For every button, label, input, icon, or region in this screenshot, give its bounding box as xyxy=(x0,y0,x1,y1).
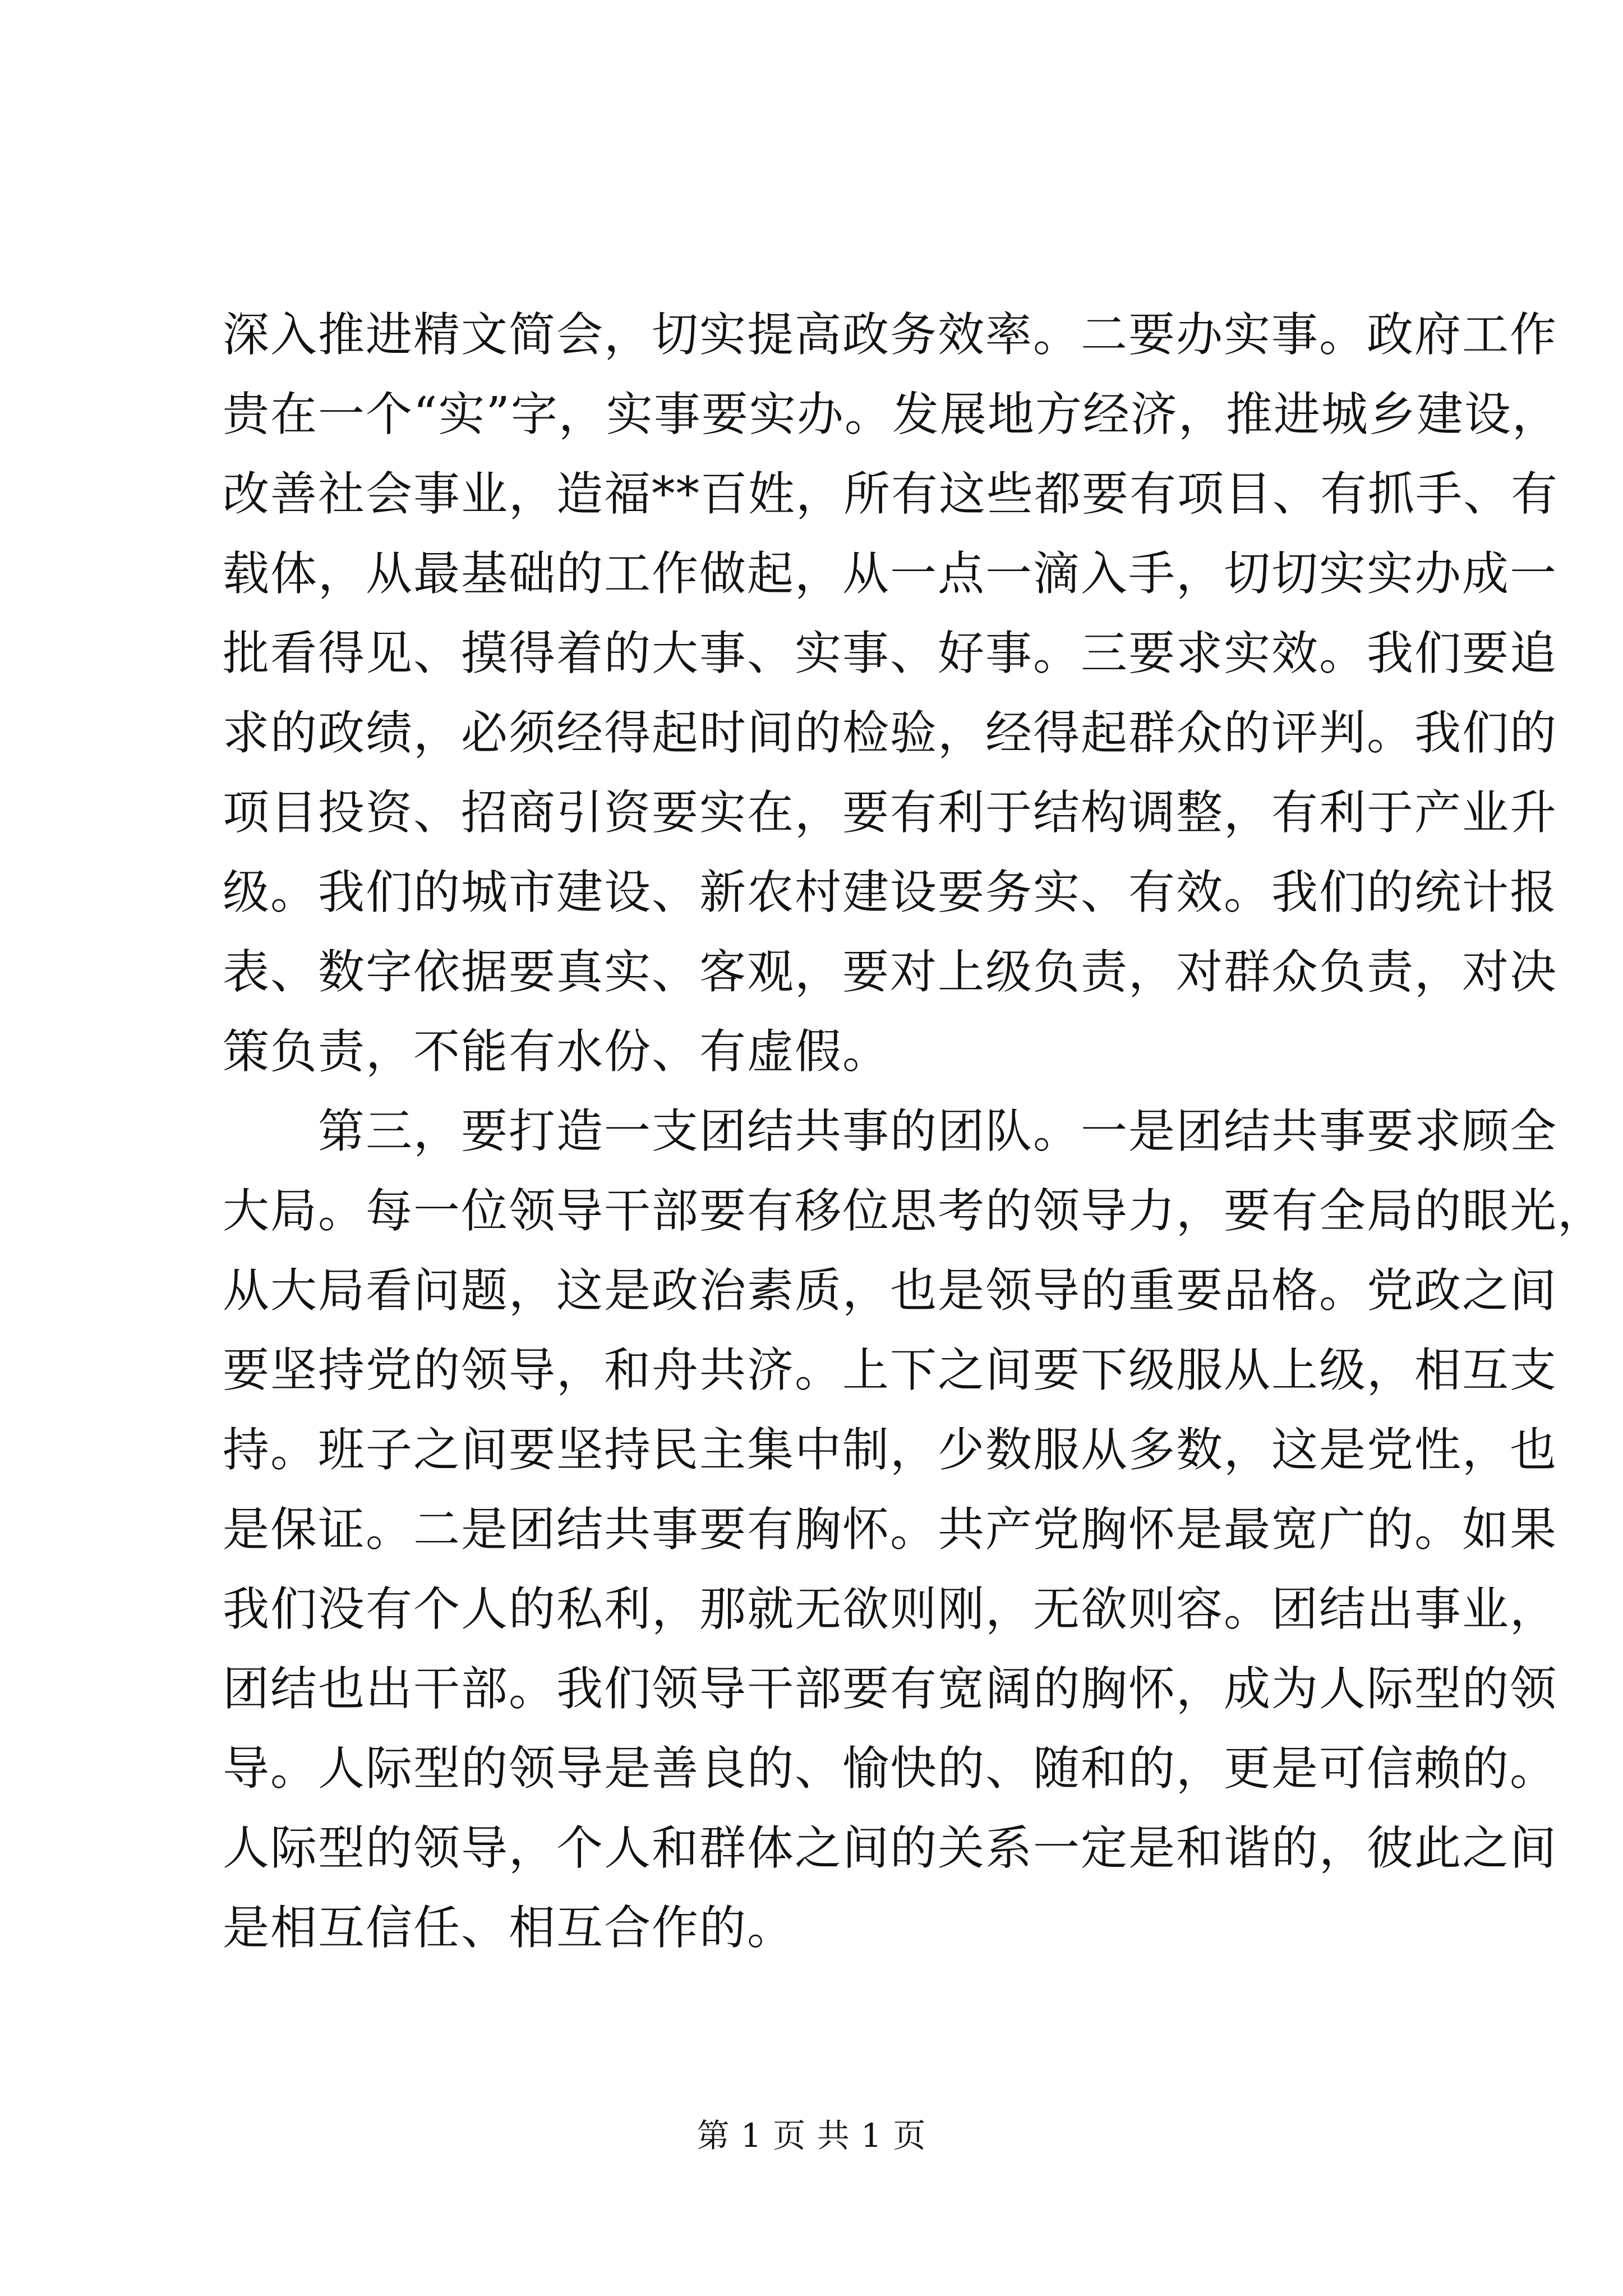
text-line-8: 级。我们的城市建设、新农村建设要务实、有效。我们的统计报 xyxy=(223,865,1557,919)
text-line-18: 团结也出干部。我们领导干部要有宽阔的胸怀，成为人际型的领 xyxy=(223,1662,1557,1716)
text-line-1: 深入推进精文简会，切实提高政务效率。二要办实事。政府工作 xyxy=(223,307,1557,362)
text-line-5: 批看得见、摸得着的大事、实事、好事。三要求实效。我们要追 xyxy=(223,626,1557,680)
text-line-19: 导。人际型的领导是善良的、愉快的、随和的，更是可信赖的。 xyxy=(223,1741,1557,1796)
text-line-16: 是保证。二是团结共事要有胸怀。共产党胸怀是最宽广的。如果 xyxy=(223,1502,1557,1557)
text-line-3: 改善社会事业，造福**百姓，所有这些都要有项目、有抓手、有 xyxy=(223,467,1559,521)
text-line-21: 是相互信任、相互合作的。 xyxy=(223,1901,795,1955)
page-footer: 第 1 页 共 1 页 xyxy=(697,2116,926,2155)
text-line-20: 人际型的领导，个人和群体之间的关系一定是和谐的，彼此之间 xyxy=(223,1821,1557,1875)
text-line-14: 要坚持党的领导，和舟共济。上下之间要下级服从上级，相互支 xyxy=(223,1343,1557,1397)
text-line-4: 载体，从最基础的工作做起，从一点一滴入手，切切实实办成一 xyxy=(223,546,1557,601)
text-line-10: 策负责，不能有水份、有虚假。 xyxy=(223,1024,890,1079)
paragraph-2-first-line: 第三，要打造一支团结共事的团队。一是团结共事要求顾全 xyxy=(318,1104,1557,1158)
text-line-9: 表、数字依据要真实、客观，要对上级负责，对群众负责，对决 xyxy=(223,945,1557,999)
text-line-12: 大局。每一位领导干部要有移位思考的领导力，要有全局的眼光， xyxy=(223,1184,1605,1238)
text-line-6: 求的政绩，必须经得起时间的检验，经得起群众的评判。我们的 xyxy=(223,706,1557,760)
text-line-2: 贵在一个“实”字，实事要实办。发展地方经济，推进城乡建设， xyxy=(223,387,1560,441)
text-line-7: 项目投资、招商引资要实在，要有利于结构调整，有利于产业升 xyxy=(223,785,1557,840)
text-line-13: 从大局看问题，这是政治素质，也是领导的重要品格。党政之间 xyxy=(223,1263,1557,1318)
text-line-17: 我们没有个人的私利，那就无欲则刚，无欲则容。团结出事业， xyxy=(223,1582,1557,1636)
text-line-15: 持。班子之间要坚持民主集中制，少数服从多数，这是党性，也 xyxy=(223,1423,1557,1477)
